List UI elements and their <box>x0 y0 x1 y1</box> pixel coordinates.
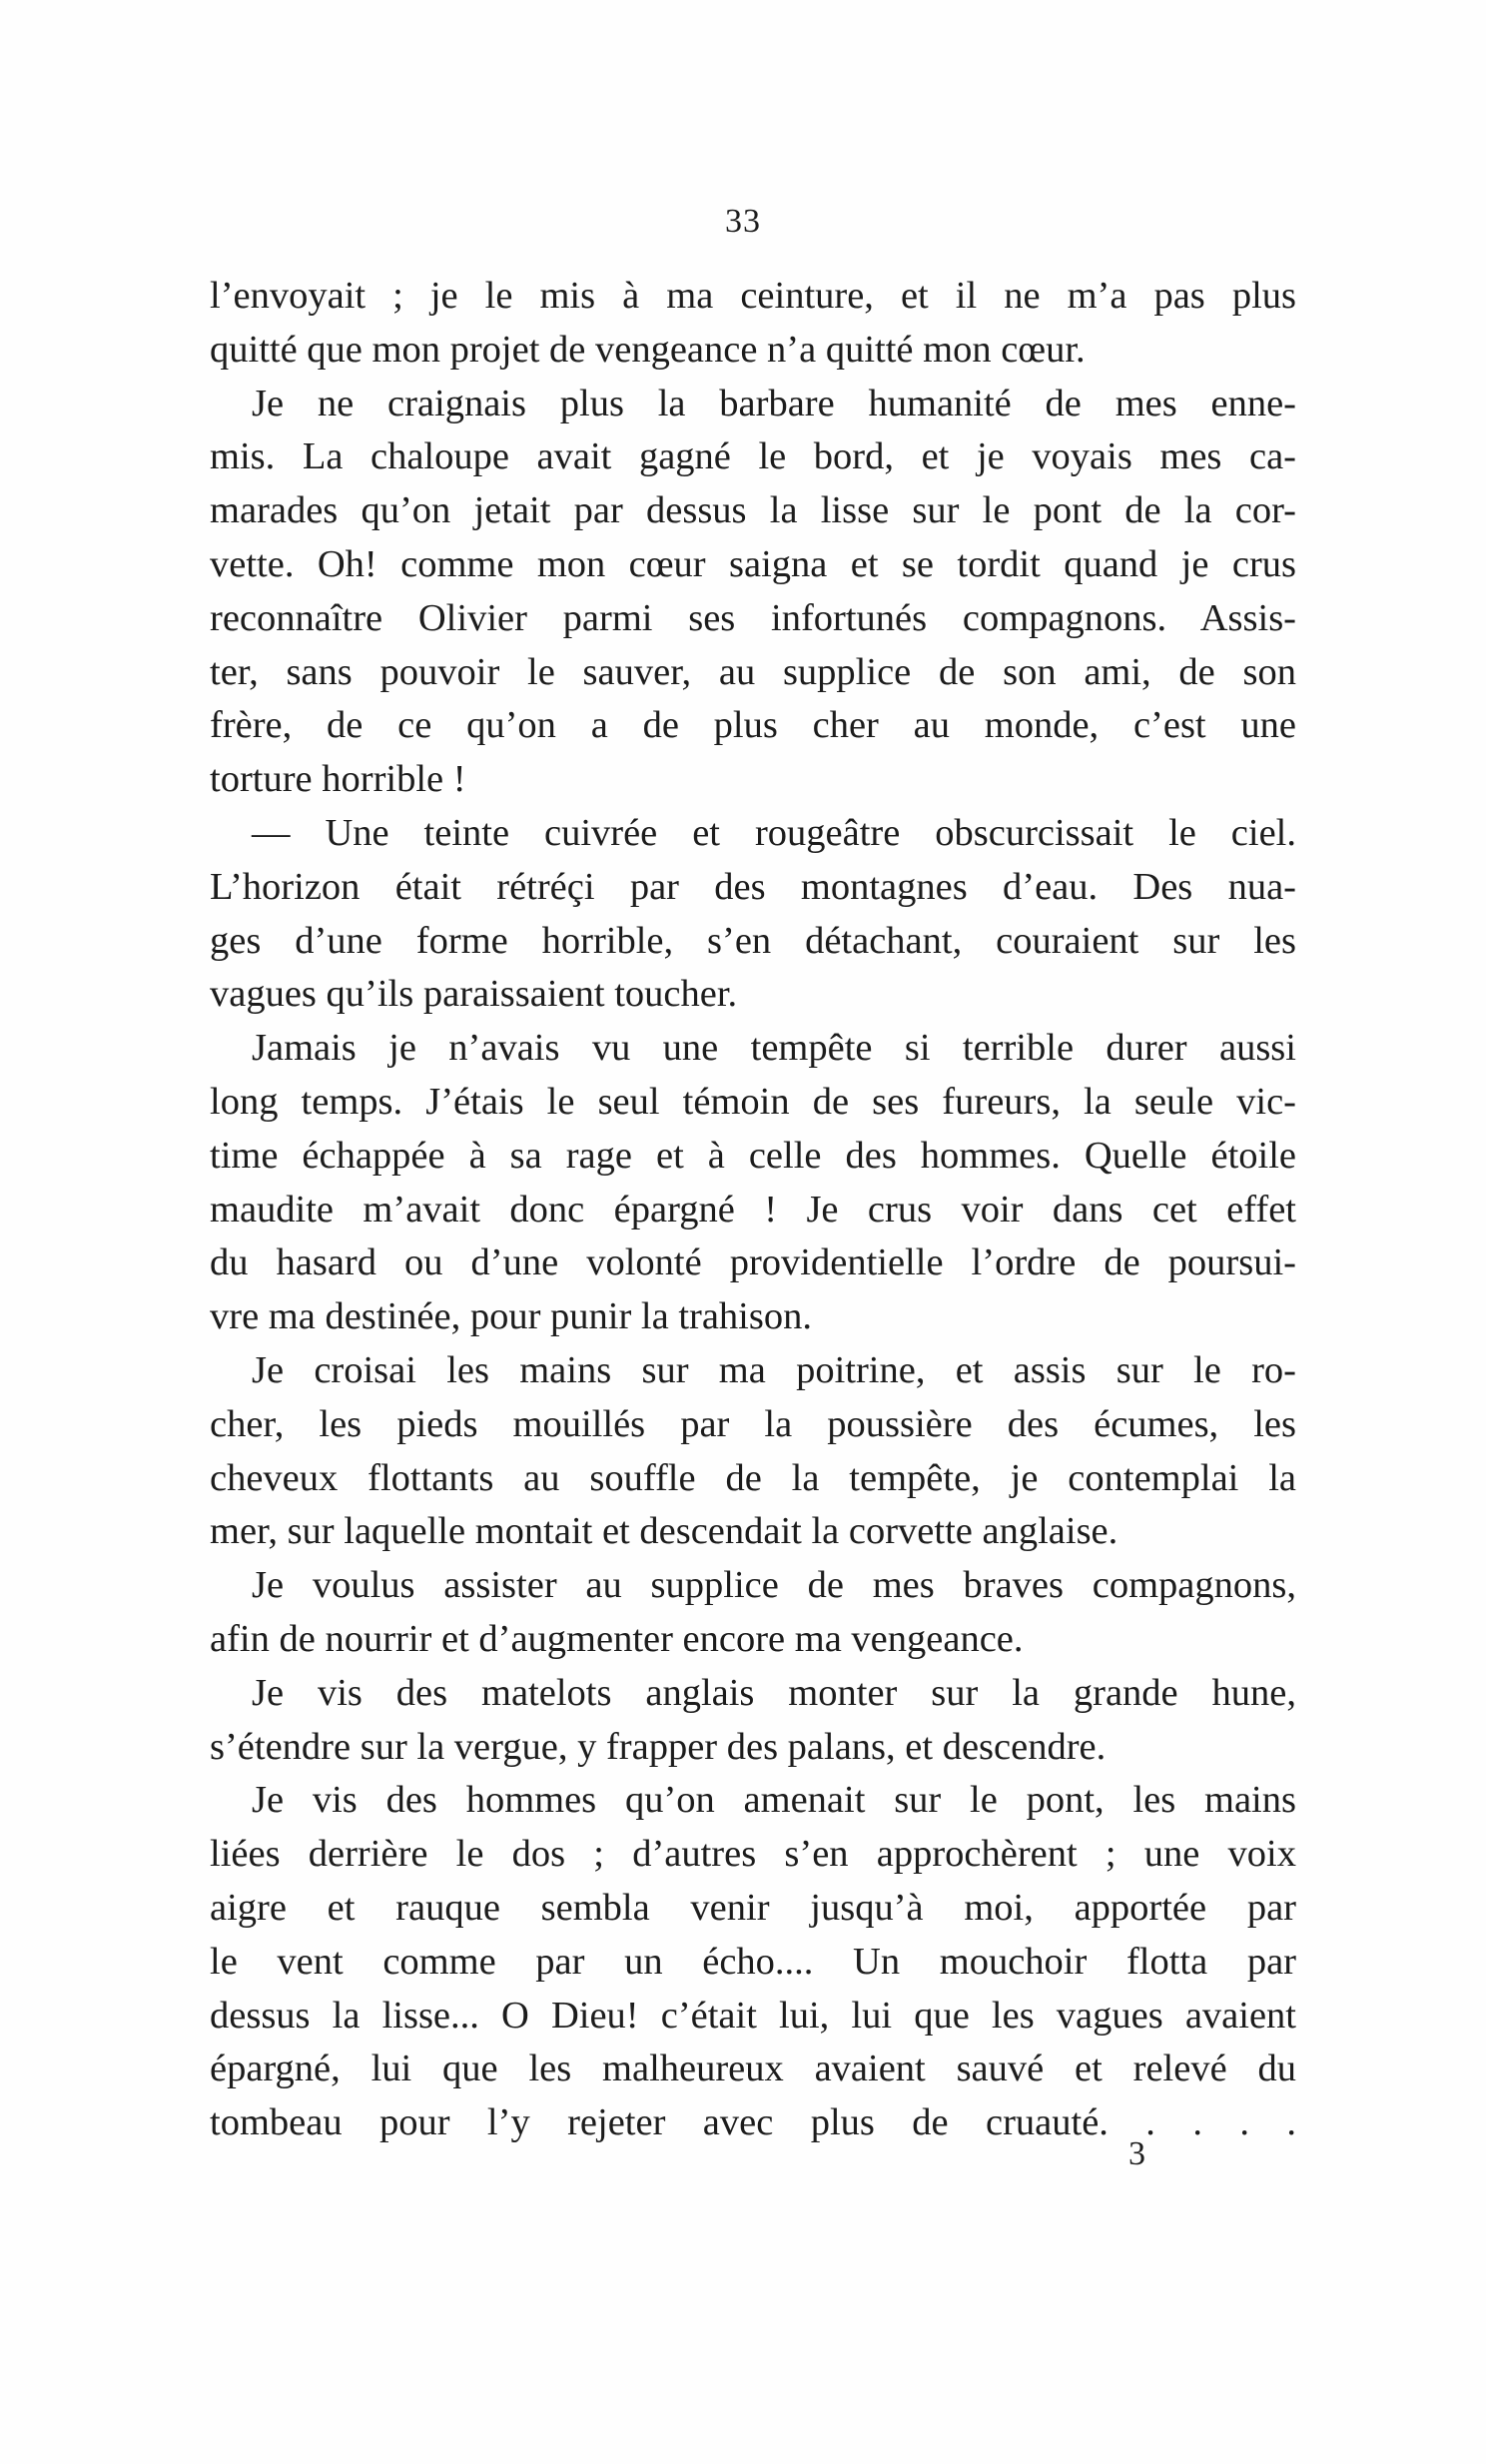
text-line: — Une teinte cuivrée et rougeâtre obscurcissait le ciel. <box>252 811 1296 854</box>
paragraph <box>210 1667 1296 1775</box>
signature-mark: 3 <box>1128 2135 1145 2172</box>
text-line: ges d’une forme horrible, s’en détachant, couraient sur les <box>210 919 1296 962</box>
paragraph <box>210 378 1296 807</box>
text-line: tombeau pour l’y rejeter avec plus de cruauté. . . . . <box>210 2101 1296 2144</box>
text-line: reconnaître Olivier parmi ses infortunés compagnons. Assis- <box>210 596 1296 639</box>
text-line: Je vis des hommes qu’on amenait sur le pont, les mains <box>252 1779 1296 1822</box>
text-line: mis. La chaloupe avait gagné le bord, et je voyais mes ca- <box>210 435 1296 478</box>
text-line: Je ne craignais plus la barbare humanité de mes enne- <box>252 382 1296 424</box>
text-line: L’horizon était rétréçi par des montagnes d’eau. Des nua- <box>210 865 1296 908</box>
text-line: dessus la lisse... O Dieu! c’était lui, lui que les vagues avaient <box>210 1994 1296 2037</box>
paragraph <box>210 270 1296 378</box>
text-line: aigre et rauque sembla venir jusqu’à moi, apportée par <box>210 1886 1296 1929</box>
text-line: l’envoyait ; je le mis à ma ceinture, et il ne m’a pas plus <box>210 275 1296 317</box>
text-line: ter, sans pouvoir le sauver, au supplice de son ami, de son <box>210 650 1296 693</box>
paragraph <box>210 807 1296 1022</box>
text-line: afin de nourrir et d’augmenter encore ma vengeance. <box>210 1617 1024 1660</box>
text-line: Je vis des matelots anglais monter sur la grande hune, <box>252 1671 1296 1714</box>
text-line: épargné, lui que les malheureux avaient sauvé et relevé du <box>210 2048 1296 2090</box>
page-number: 33 <box>725 203 761 240</box>
text-line: Je croisai les mains sur ma poitrine, et assis sur le ro- <box>252 1348 1296 1391</box>
text-line: quitté que mon projet de vengeance n’a quitté mon cœur. <box>210 328 1086 371</box>
text-line: time échappée à sa rage et à celle des hommes. Quelle étoile <box>210 1134 1296 1177</box>
body-text <box>210 270 1296 2150</box>
text-line: Je voulus assister au supplice de mes braves compagnons, <box>252 1564 1296 1607</box>
text-line: mer, sur laquelle montait et descendait la corvette anglaise. <box>210 1510 1118 1553</box>
text-line: Jamais je n’avais vu une tempête si terrible durer aussi <box>252 1027 1296 1070</box>
text-line: vagues qu’ils paraissaient toucher. <box>210 973 738 1016</box>
text-line: liées derrière le dos ; d’autres s’en approchèrent ; une voix <box>210 1833 1296 1876</box>
text-line: cheveux flottants au souffle de la tempête, je contemplai la <box>210 1456 1296 1499</box>
text-line: vre ma destinée, pour punir la trahison. <box>210 1295 812 1338</box>
text-line: maudite m’avait donc épargné ! Je crus voir dans cet effet <box>210 1188 1296 1231</box>
paragraph <box>210 1559 1296 1667</box>
paragraph <box>210 1774 1296 2150</box>
text-line: vette. Oh! comme mon cœur saigna et se tordit quand je crus <box>210 542 1296 585</box>
text-line: torture horrible ! <box>210 758 466 801</box>
paragraph <box>210 1022 1296 1344</box>
text-line: frère, de ce qu’on a de plus cher au monde, c’est une <box>210 704 1296 747</box>
text-line: cher, les pieds mouillés par la poussière des écumes, les <box>210 1402 1296 1445</box>
text-line: s’étendre sur la vergue, y frapper des palans, et descendre. <box>210 1725 1107 1768</box>
text-line: long temps. J’étais le seul témoin de ses fureurs, la seule vic- <box>210 1080 1296 1123</box>
text-line: marades qu’on jetait par dessus la lisse sur le pont de la cor- <box>210 489 1296 532</box>
paragraph <box>210 1344 1296 1559</box>
text-line: le vent comme par un écho.... Un mouchoir flotta par <box>210 1940 1296 1983</box>
text-line: du hasard ou d’une volonté providentielle l’ordre de poursui- <box>210 1241 1296 1284</box>
